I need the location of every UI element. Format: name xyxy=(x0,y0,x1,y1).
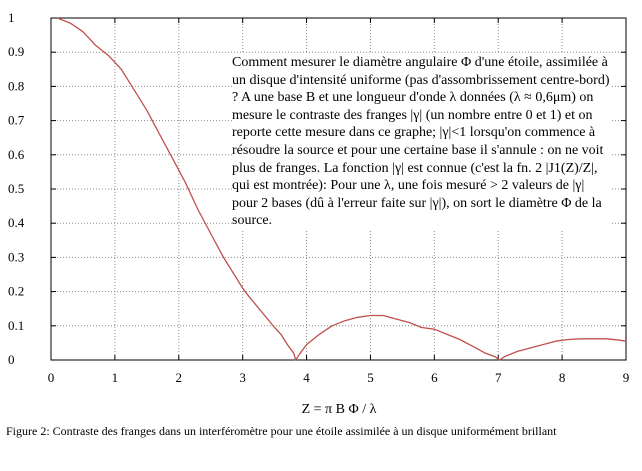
x-tick-label: 1 xyxy=(111,370,119,385)
y-tick-label: 0.2 xyxy=(8,283,25,299)
x-tick-label: 6 xyxy=(431,370,438,385)
y-tick-label: 0 xyxy=(8,352,15,367)
y-tick-label: 0.1 xyxy=(8,317,25,333)
x-tick-label: 0 xyxy=(47,370,55,385)
x-tick-label: 8 xyxy=(558,370,566,385)
x-tick-label: 9 xyxy=(622,370,630,385)
x-tick-label: 7 xyxy=(494,370,502,385)
y-tick-label: 0.6 xyxy=(8,146,25,162)
figure-caption: Figure 2: Contraste des franges dans un interféromètre pour une étoile assimilée à un disque uniformément brillant xyxy=(6,424,557,438)
x-axis-title: Z = π B Φ / λ xyxy=(301,402,377,417)
y-tick-label: 0.8 xyxy=(8,78,25,94)
x-tick-label: 2 xyxy=(175,370,183,385)
y-tick-label: 0.7 xyxy=(8,112,25,128)
y-tick-label: 1 xyxy=(8,10,15,25)
x-tick-label: 5 xyxy=(367,370,374,385)
annotation-text: Comment mesurer le diamètre angulaire Φ d'une étoile, assimilée à un disque d'intensité uniforme (pas d'assombrissement centre-bord) ? A une base B et une longueur d'onde λ données (λ ≈ 0,6μm) on mesure le contraste des franges |γ| (un nombre entre 0 et 1) et on reporte cette mesure dans ce graphe; |γ|<1 lorsqu'on commence à résoudre la source et pour une certaine base il s'annule : on ne voit plus de franges. La fonction |γ| est connue (c'est la fn. 2 |J1(Z)/Z|, qui est montrée): Pour une λ, une fois mesuré > 2 valeurs de |γ| pour 2 bases (dû à l'erreur faite sur |γ|), on sort le diamètre Φ de la source. xyxy=(232,54,612,230)
y-tick-label: 0.5 xyxy=(8,181,25,196)
x-tick-label: 4 xyxy=(303,370,310,385)
y-tick-label: 0.9 xyxy=(8,44,25,60)
x-tick-label: 3 xyxy=(239,370,246,385)
y-tick-label: 0.4 xyxy=(8,215,25,231)
y-tick-label: 0.3 xyxy=(8,249,25,265)
